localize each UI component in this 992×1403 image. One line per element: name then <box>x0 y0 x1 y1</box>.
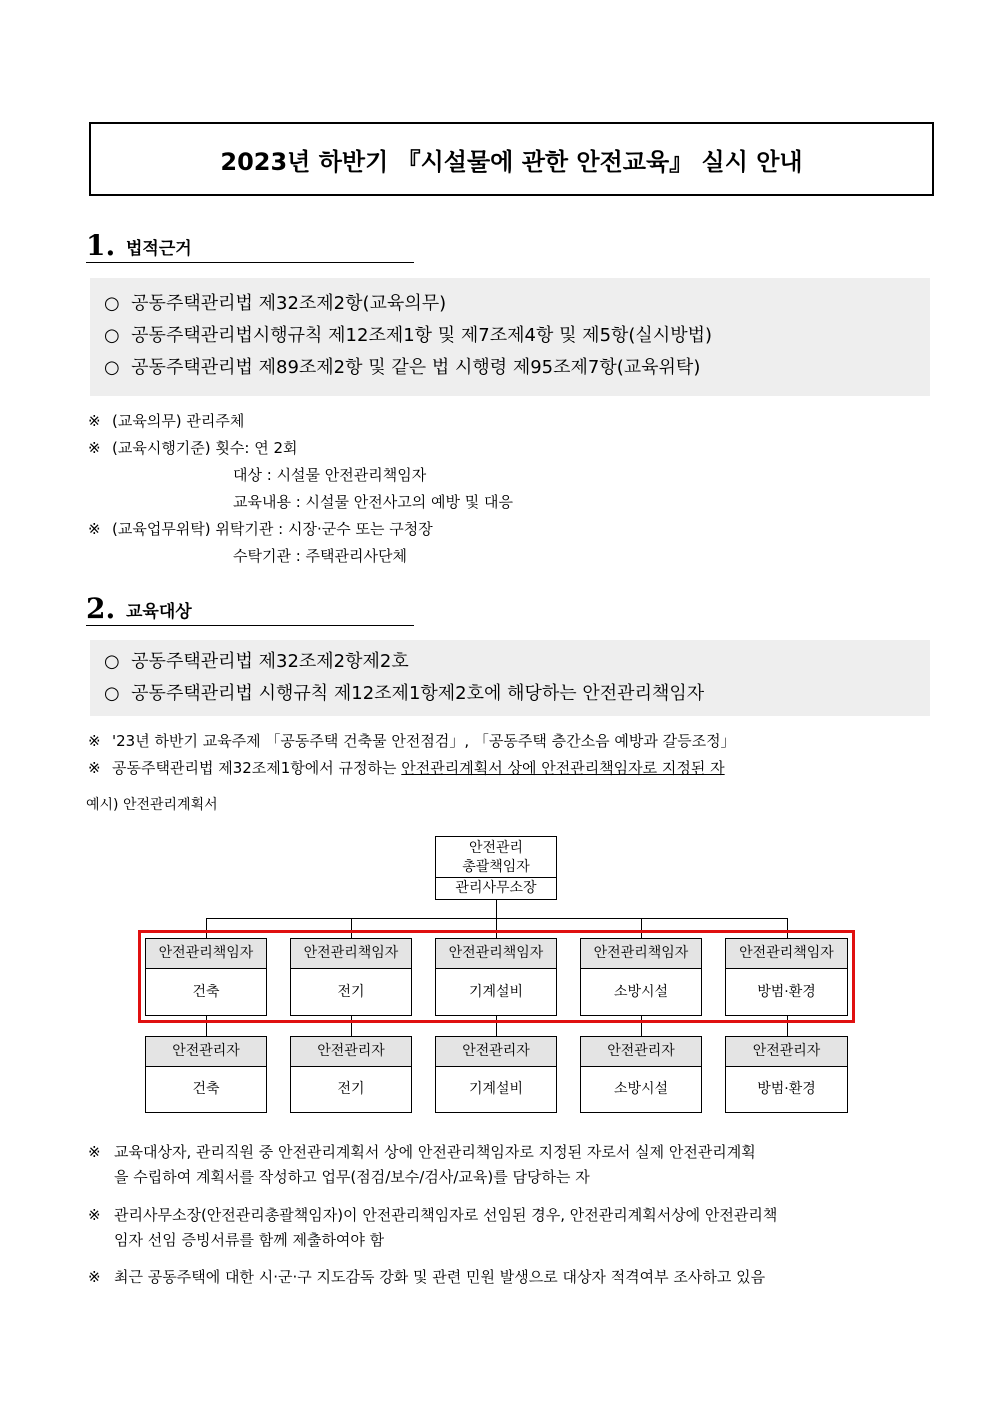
org-top-box <box>435 836 557 900</box>
section-2-number: 2. <box>86 592 116 625</box>
section-1-label: 법적근거 <box>126 239 192 259</box>
highlight-box <box>138 930 855 1023</box>
manager-box-fire: 안전관리자 소방시설 <box>580 1036 702 1113</box>
section-1-heading <box>86 229 414 263</box>
legal-basis-notes <box>88 408 513 570</box>
note-line: ※ (교육업무위탁) 위탁기관 : 시장·군수 또는 구청장 <box>88 520 433 538</box>
target-item: ○ 공동주택관리법 제32조제2항제2호 <box>104 651 409 672</box>
note-line: ※ '23년 하반기 교육주제 「공동주택 건축물 안전점검」, 「공동주택 층간소음 예방과 갈등조정」 <box>88 732 736 750</box>
note-line: 교육내용 : 시설물 안전사고의 예방 및 대응 <box>233 493 513 511</box>
responsible-box-mechanical: 안전관리책임자 기계설비 <box>435 938 557 1016</box>
responsible-box-fire: 안전관리책임자 소방시설 <box>580 938 702 1016</box>
manager-box-electric: 안전관리자 전기 <box>290 1036 412 1113</box>
section-1-number: 1. <box>86 229 116 262</box>
target-notes <box>88 728 736 782</box>
legal-basis-item: ○ 공동주택관리법시행규칙 제12조제1항 및 제7조제4항 및 제5항(실시방법) <box>104 325 713 346</box>
responsible-box-electric: 안전관리책임자 전기 <box>290 938 412 1016</box>
legal-basis-box <box>90 278 930 396</box>
manager-box-security: 안전관리자 방범·환경 <box>725 1036 848 1113</box>
legal-basis-item: ○ 공동주택관리법 제32조제2항(교육의무) <box>104 293 447 314</box>
manager-box-mechanical: 안전관리자 기계설비 <box>435 1036 557 1113</box>
responsible-box-security: 안전관리책임자 방범·환경 <box>725 938 848 1016</box>
org-top-sub: 관리사무소장 <box>436 877 556 898</box>
note-line: ※ (교육의무) 관리주체 <box>88 412 245 430</box>
note-line: ※ (교육시행기준) 횟수: 연 2회 <box>88 439 298 457</box>
note-line: ※ 공동주택관리법 제32조제1항에서 규정하는 안전관리계획서 상에 안전관리책임자로 지정된 자 <box>88 759 725 777</box>
target-item: ○ 공동주택관리법 시행규칙 제12조제1항제2호에 해당하는 안전관리책임자 <box>104 683 705 704</box>
bottom-note-2: ※ 관리사무소장(안전관리총괄책임자)이 안전관리책임자로 선임된 경우, 안전관리계획서상에 안전관리책 임자 선임 증빙서류를 함께 제출하여야 함 <box>88 1206 778 1249</box>
example-label: 예시) 안전관리계획서 <box>86 797 218 813</box>
manager-box-building: 안전관리자 건축 <box>145 1036 267 1113</box>
note-line: 수탁기관 : 주택관리사단체 <box>233 547 407 565</box>
page-title: 2023년 하반기 『시설물에 관한 안전교육』 실시 안내 <box>89 122 934 196</box>
underlined-text: 안전관리계획서 상에 안전관리책임자로 지정된 자 <box>401 759 725 777</box>
responsible-box-building: 안전관리책임자 건축 <box>145 938 267 1016</box>
target-box <box>90 640 930 716</box>
section-2-heading <box>86 592 414 626</box>
bottom-note-1: ※ 교육대상자, 관리직원 중 안전관리계획서 상에 안전관리책임자로 지정된 자로서 실제 안전관리계획 을 수립하여 계획서를 작성하고 업무(점검/보수/검사/교육)를 담당하는 자 <box>88 1143 756 1186</box>
org-top-title: 안전관리 총괄책임자 <box>462 840 530 875</box>
section-2-label: 교육대상 <box>126 602 192 622</box>
note-line: 대상 : 시설물 안전관리책임자 <box>233 466 427 484</box>
bottom-note-3: ※ 최근 공동주택에 대한 시·군·구 지도감독 강화 및 관련 민원 발생으로 대상자 적격여부 조사하고 있음 <box>88 1268 766 1286</box>
legal-basis-item: ○ 공동주택관리법 제89조제2항 및 같은 법 시행령 제95조제7항(교육위탁) <box>104 357 701 378</box>
